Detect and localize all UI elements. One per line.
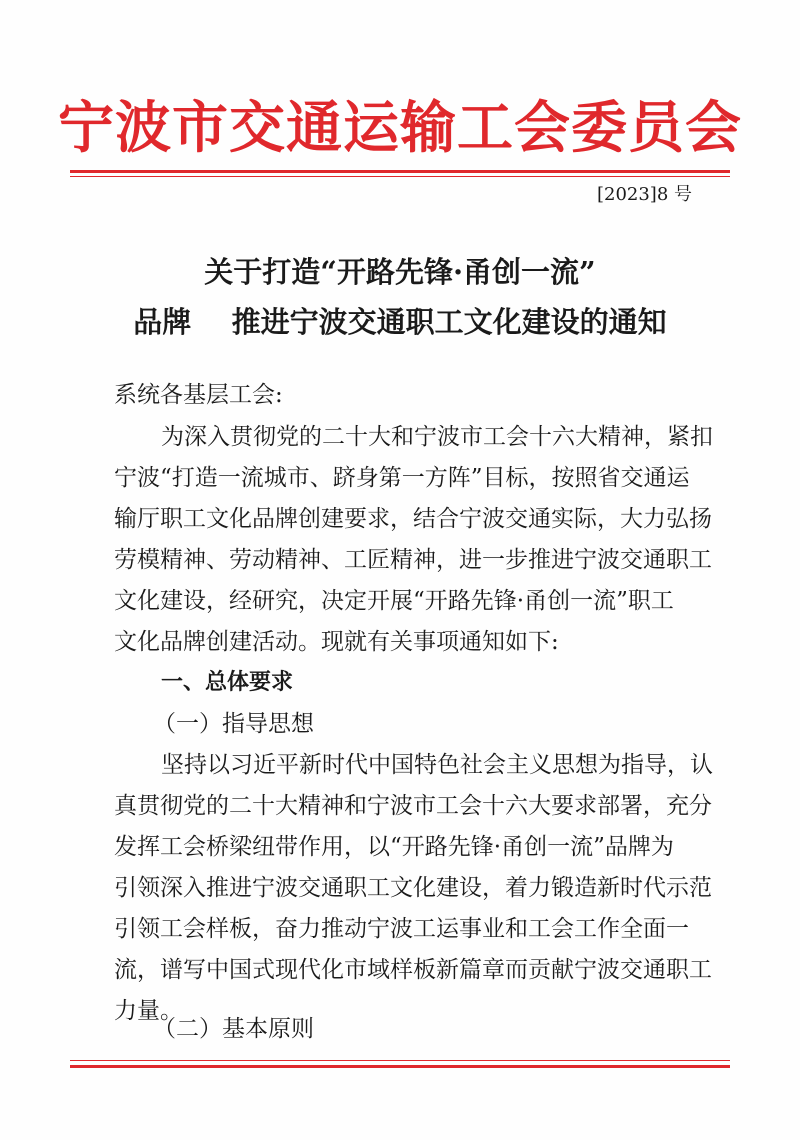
paragraph-line: 引领深入推进宁波交通职工文化建设，着力锻造新时代示范 [114,875,712,901]
paragraph-line: 文化品牌创建活动。现就有关事项通知如下: [114,629,559,655]
notice-title-line-2: 品牌 推进宁波交通职工文化建设的通知 [133,305,667,339]
salutation: 系统各基层工会: [114,382,283,408]
paragraph-line: 力量。 [114,998,183,1024]
paragraph-line: 文化建设，经研究，决定开展“开路先锋·甬创一流”职工 [114,588,674,614]
header-red-rule-thick [70,170,730,173]
notice-title-line-1: 关于打造“开路先锋·甬创一流” [204,255,596,289]
subsection-heading: （一）指导思想 [153,711,314,737]
masthead-title: 宁波市交通运输工会委员会 [58,95,742,161]
document-number: [2023]8 号 [596,184,692,205]
paragraph-line: 流，谱写中国式现代化市域样板新篇章而贡献宁波交通职工 [114,957,712,983]
footer-red-rule-thick [70,1065,730,1068]
paragraph-line: 坚持以习近平新时代中国特色社会主义思想为指导，认 [161,752,713,778]
footer-red-rule-thin [70,1060,730,1061]
paragraph-line: 真贯彻党的二十大精神和宁波市工会十六大要求部署，充分 [114,793,712,819]
paragraph-line: 为深入贯彻党的二十大和宁波市工会十六大精神，紧扣 [161,424,713,450]
header-red-rule-thin [70,176,730,177]
paragraph-line: 宁波“打造一流城市、跻身第一方阵”目标，按照省交通运 [114,465,690,491]
paragraph-line: 发挥工会桥梁纽带作用，以“开路先锋·甬创一流”品牌为 [114,834,674,860]
section-heading: 一、总体要求 [161,670,294,695]
paragraph-line: 输厅职工文化品牌创建要求，结合宁波交通实际，大力弘扬 [114,506,712,532]
paragraph-line: 引领工会样板，奋力推动宁波工运事业和工会工作全面一 [114,916,689,942]
paragraph-line: 劳模精神、劳动精神、工匠精神，进一步推进宁波交通职工 [114,547,712,573]
subsection-heading: （二）基本原则 [153,1016,314,1042]
